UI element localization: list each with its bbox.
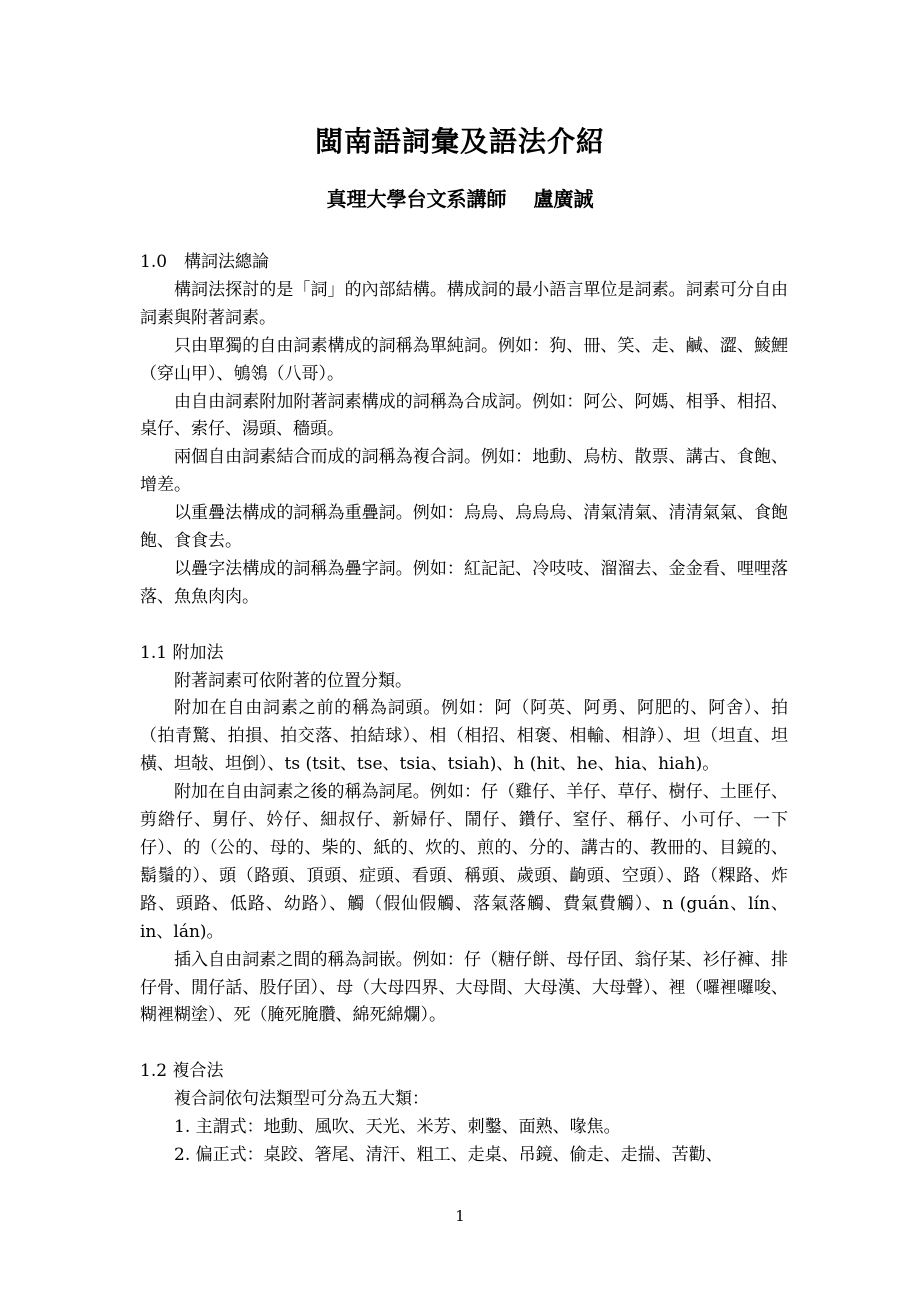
section-spacer	[140, 612, 788, 640]
paragraph: 兩個自由詞素結合而成的詞稱為複合詞。例如：地動、烏枋、散票、講古、食飽、增差。	[140, 447, 788, 496]
author-line: 真理大學台文系講師 盧廣誠	[326, 187, 594, 211]
paragraph: 構詞法探討的是「詞」的內部結構。構成詞的最小語言單位是詞素。詞素可分自由詞素與附著詞素。	[140, 279, 788, 328]
paragraph: 只由單獨的自由詞素構成的詞稱為單純詞。例如：狗、冊、笑、走、鹹、澀、鯪鯉（穿山甲）、鴝鴒（八哥）。	[140, 335, 788, 384]
section-heading: 1.0 構詞法總論	[140, 252, 270, 272]
paragraph: 以疊字法構成的詞稱為疊字詞。例如：紅記記、冷吱吱、溜溜去、金金看、哩哩落落、魚魚肉肉。	[140, 558, 788, 607]
list-item: 2. 偏正式：桌跤、箸尾、清汗、粗工、走桌、吊鏡、偷走、走揣、苦勸、	[174, 1144, 723, 1165]
paragraph: 附著詞素可依附著的位置分類。	[174, 670, 412, 691]
paragraph: 附加在自由詞素之後的稱為詞尾。例如：仔（雞仔、羊仔、草仔、樹仔、土匪仔、剪綹仔、舅仔、妗仔、細叔仔、新婦仔、鬧仔、鑽仔、窒仔、稱仔、小可仔、一下仔）、的（公的、母的、柴的、紙的、炊的、煎的、分的、講古的、教冊的、目鏡的、鬍鬚的）、頭（路頭、頂頭、症頭、看頭、稱頭、歲頭、齣頭、空頭）、路（粿路、炸路、頭路、低路、幼路）、觸（假仙假觸、落氣落觸、費氣費觸）、n (guán、lín、in、lán)。	[140, 782, 788, 942]
section-spacer	[140, 1030, 788, 1058]
paragraph: 附加在自由詞素之前的稱為詞頭。例如：阿（阿英、阿勇、阿肥的、阿舍）、拍（拍青驚、拍損、拍交落、拍結球）、相（相招、相褒、相輸、相諍）、坦（坦直、坦橫、坦敧、坦倒）、ts (tsit、tse、tsia、tsiah)、h (hit、he、hia、hiah)。	[140, 698, 788, 775]
section-1-0	[140, 249, 788, 612]
document-title: 閩南語詞彙及語法介紹	[314, 125, 605, 158]
page-number: 1	[455, 1207, 465, 1225]
section-1-1	[140, 640, 788, 1031]
paragraph: 以重疊法構成的詞稱為重疊詞。例如：烏烏、烏烏烏、清氣清氣、清清氣氣、食飽飽、食食去。	[140, 503, 788, 552]
list-item: 1. 主謂式：地動、風吹、天光、米芳、刺鑿、面熟、喙焦。	[174, 1117, 621, 1138]
paragraph: 由自由詞素附加附著詞素構成的詞稱為合成詞。例如：阿公、阿媽、相爭、相招、桌仔、索仔、湯頭、穡頭。	[140, 391, 788, 440]
section-1-2	[140, 1058, 788, 1170]
paragraph: 插入自由詞素之間的稱為詞嵌。例如：仔（糖仔餅、母仔囝、翁仔某、衫仔褲、排仔骨、閒仔話、股仔囝）、母（大母四界、大母間、大母漢、大母聲）、裡（囉裡囉唆、糊裡糊塗）、死（腌死腌臢、綿死綿爛）。	[140, 949, 788, 1026]
section-heading: 1.1 附加法	[140, 642, 224, 663]
document-body	[140, 249, 788, 1170]
section-heading: 1.2 複合法	[140, 1061, 224, 1082]
paragraph: 複合詞依句法類型可分為五大類：	[174, 1089, 429, 1110]
